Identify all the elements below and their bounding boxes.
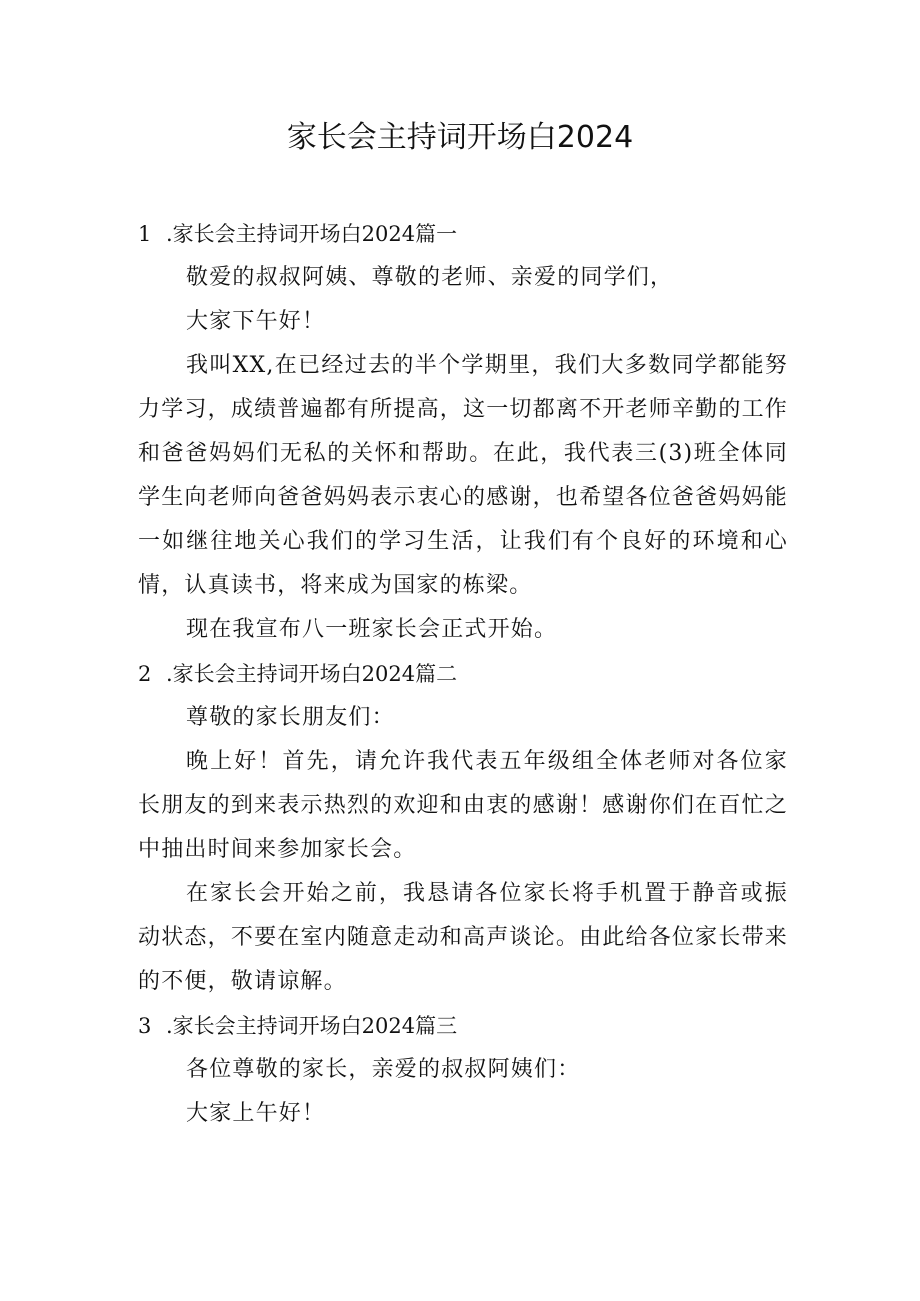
section-2 (138, 652, 788, 1004)
section-heading-text: .家长会主持词开场白2024篇二 (166, 662, 458, 686)
paragraph: 尊敬的家长朋友们： (186, 705, 395, 730)
document-title: 家长会主持词开场白2024 (286, 120, 634, 155)
paragraph: 现在我宣布八一班家长会正式开始。 (186, 617, 558, 642)
section-number: 1 (138, 222, 152, 246)
paragraph: 各位尊敬的家长，亲爱的叔叔阿姨们： (186, 1057, 581, 1082)
section-3 (138, 1004, 788, 1136)
paragraph: 在家长会开始之前，我恳请各位家长将手机置于静音或振动状态，不要在室内随意走动和高声谈论。由此给各位家长带来的不便，敬请谅解。 (138, 881, 788, 994)
section-1 (138, 212, 788, 652)
paragraph: 敬爱的叔叔阿姨、尊敬的老师、亲爱的同学们， (186, 265, 674, 290)
section-heading (138, 652, 788, 696)
section-number: 2 (138, 662, 152, 686)
section-heading-text: .家长会主持词开场白2024篇一 (166, 222, 458, 246)
section-heading-text: .家长会主持词开场白2024篇三 (166, 1014, 458, 1038)
section-heading (138, 212, 788, 256)
document-body (138, 212, 788, 1136)
section-heading (138, 1004, 788, 1048)
paragraph: 晚上好！首先，请允许我代表五年级组全体老师对各位家长朋友的到来表示热烈的欢迎和由衷的感谢！感谢你们在百忙之中抽出时间来参加家长会。 (138, 749, 788, 862)
paragraph: 大家下午好！ (186, 309, 326, 334)
paragraph: 我叫XX,在已经过去的半个学期里，我们大多数同学都能努力学习，成绩普遍都有所提高，这一切都离不开老师辛勤的工作和爸爸妈妈们无私的关怀和帮助。在此，我代表三(3)班全体同学生向老师向爸爸妈妈表示衷心的感谢，也希望各位爸爸妈妈能一如继往地关心我们的学习生活，让我们有个良好的环境和心情，认真读书，将来成为国家的栋梁。 (138, 353, 788, 598)
paragraph: 大家上午好！ (186, 1101, 326, 1126)
section-number: 3 (138, 1014, 152, 1038)
